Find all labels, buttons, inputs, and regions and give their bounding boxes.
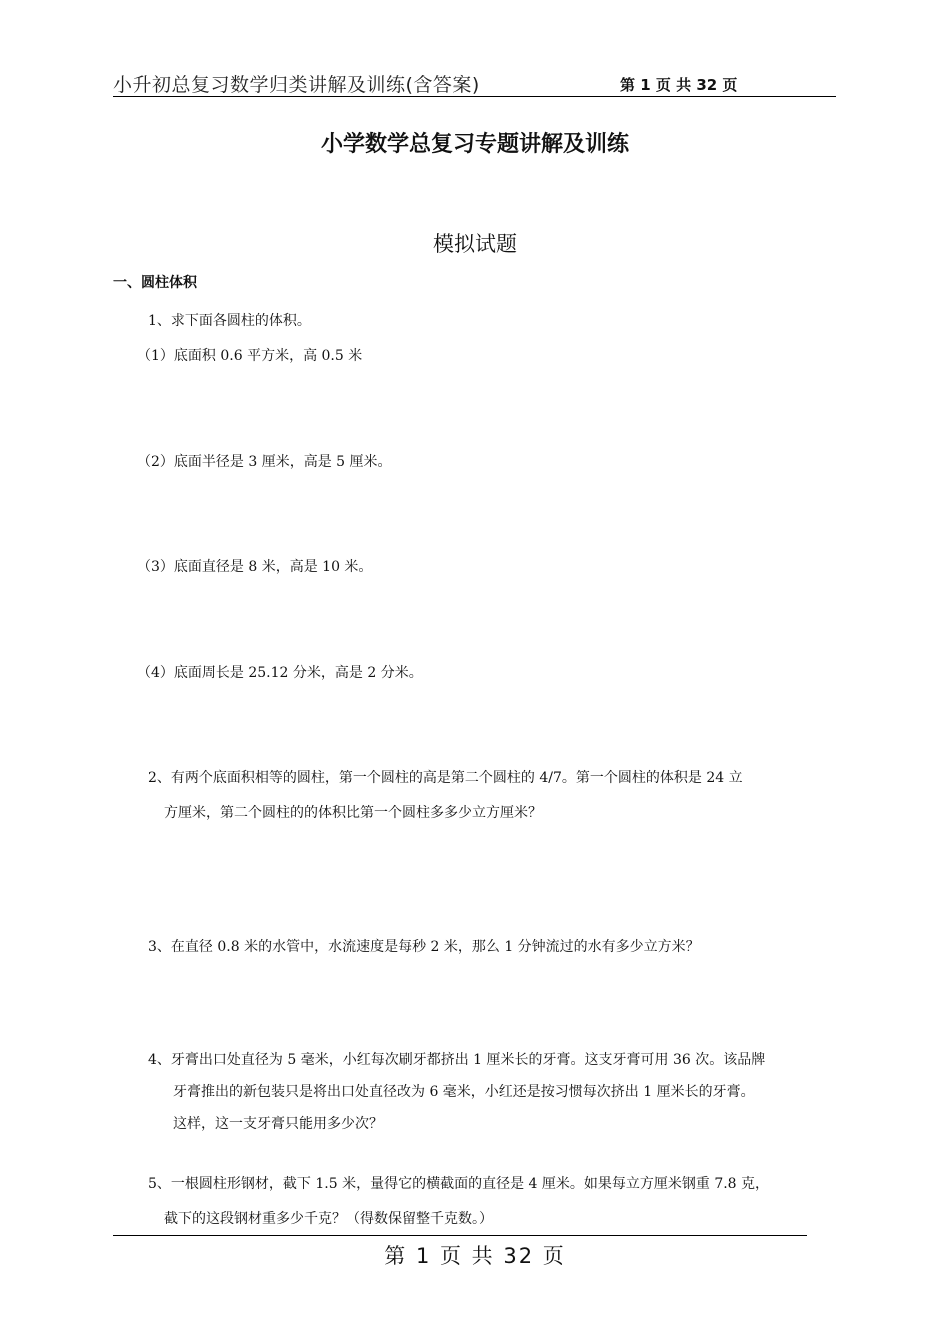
q4-line-1: 4、牙膏出口处直径为 5 毫米，小红每次刷牙都挤出 1 厘米长的牙膏。这支牙膏可用 36 次。该品牌: [148, 1052, 766, 1068]
header-rule: [113, 96, 836, 97]
q5-line-2: 截下的这段钢材重多少千克？（得数保留整千克数。）: [164, 1211, 493, 1227]
q4-line-2: 牙膏推出的新包装只是将出口处直径改为 6 毫米，小红还是按习惯每次挤出 1 厘米长的牙膏。: [173, 1084, 755, 1100]
q2-line-1: 2、有两个底面积相等的圆柱，第一个圆柱的高是第二个圆柱的 4/7。第一个圆柱的体积是 24 立: [148, 770, 743, 786]
q2-line-2: 方厘米，第二个圆柱的的体积比第一个圆柱多多少立方厘米？: [164, 805, 542, 821]
q4-line-3: 这样，这一支牙膏只能用多少次？: [173, 1116, 383, 1132]
page-subtitle: 模拟试题: [433, 232, 517, 256]
section-heading: 一、圆柱体积: [113, 275, 197, 291]
q1-part-1: （1）底面积 0.6 平方米，高 0.5 米: [137, 348, 363, 364]
header-doc-title: 小升初总复习数学归类讲解及训练(含答案): [113, 74, 480, 96]
q5-line-1: 5、一根圆柱形钢材，截下 1.5 米，量得它的横截面的直径是 4 厘米。如果每立方厘米钢重 7.8 克，: [148, 1176, 770, 1192]
footer-rule: [113, 1235, 807, 1236]
q1-part-4: （4）底面周长是 25.12 分米，高是 2 分米。: [137, 665, 423, 681]
q3-line-1: 3、在直径 0.8 米的水管中，水流速度是每秒 2 米，那么 1 分钟流过的水有多少立方米？: [148, 939, 700, 955]
q1-part-3: （3）底面直径是 8 米，高是 10 米。: [137, 559, 373, 575]
footer-page-number: 第 1 页 共 32 页: [384, 1244, 566, 1268]
q1-stem: 1、求下面各圆柱的体积。: [148, 313, 311, 329]
page-title: 小学数学总复习专题讲解及训练: [320, 132, 629, 157]
q1-part-2: （2）底面半径是 3 厘米，高是 5 厘米。: [137, 454, 392, 470]
header-page-info: 第 1 页 共 32 页: [620, 76, 738, 94]
